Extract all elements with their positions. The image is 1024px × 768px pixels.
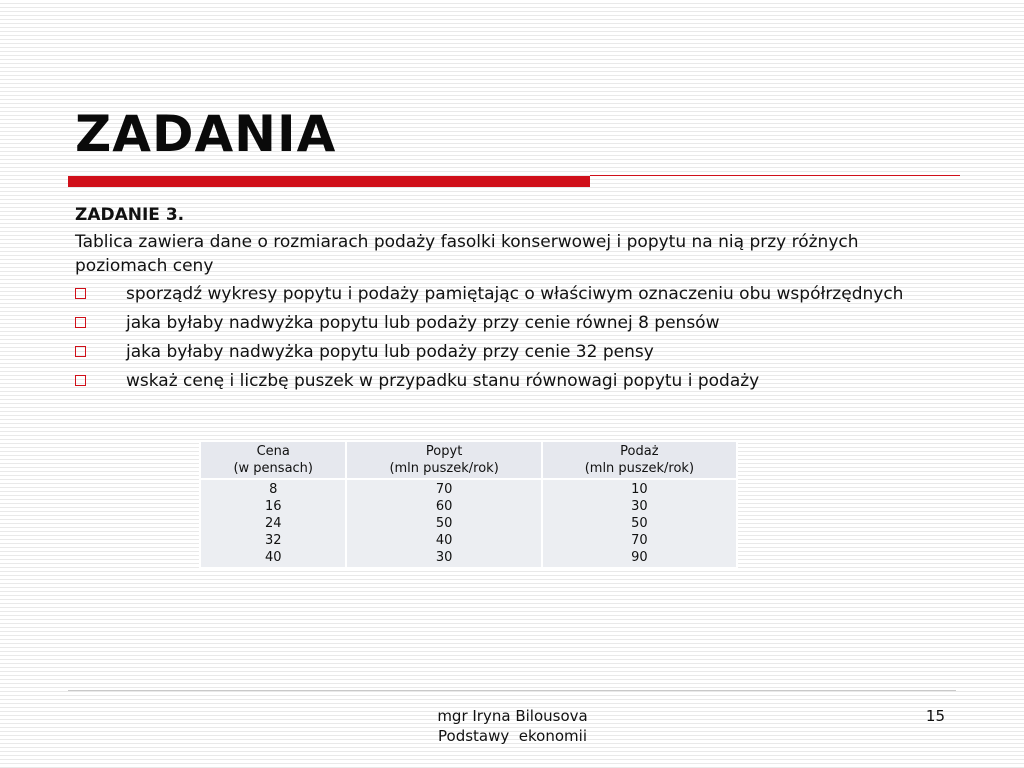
header-demand: Popyt (mln puszek/rok) bbox=[346, 441, 541, 479]
bullet-text: jaka byłaby nadwyżka popytu lub podaży przy cenie 32 pensy bbox=[126, 342, 654, 362]
demand-cell: 70 60 50 40 30 bbox=[346, 479, 541, 568]
bullet-item bbox=[75, 369, 946, 393]
slide-title: ZADANIA bbox=[75, 105, 337, 163]
header-price: Cena (w pensach) bbox=[200, 441, 346, 479]
square-bullet-icon bbox=[75, 346, 86, 357]
bullet-item bbox=[75, 282, 946, 306]
bullet-item bbox=[75, 311, 946, 335]
square-bullet-icon bbox=[75, 375, 86, 386]
task-intro: Tablica zawiera dane o rozmiarach podaży fasolki konserwowej i popytu na nią przy różnych poziomach ceny bbox=[75, 232, 859, 276]
square-bullet-icon bbox=[75, 317, 86, 328]
title-underline-thick bbox=[68, 176, 590, 187]
supply-cell: 10 30 50 70 90 bbox=[542, 479, 737, 568]
footer-course: Podstawy ekonomii bbox=[438, 727, 587, 745]
bullet-text: sporządź wykresy popytu i podaży pamiętając o właściwym oznaczeniu obu współrzędnych bbox=[126, 284, 904, 304]
title-underline-thin bbox=[590, 175, 960, 176]
square-bullet-icon bbox=[75, 288, 86, 299]
slide-content bbox=[75, 200, 955, 398]
header-supply: Podaż (mln puszek/rok) bbox=[542, 441, 737, 479]
footer-text bbox=[400, 706, 625, 746]
bullet-text: jaka byłaby nadwyżka popytu lub podaży przy cenie równej 8 pensów bbox=[126, 313, 720, 333]
bullet-item bbox=[75, 340, 946, 364]
footer-divider bbox=[68, 690, 956, 691]
table-header-row bbox=[200, 441, 737, 479]
footer-author: mgr Iryna Bilousova bbox=[437, 707, 588, 725]
bullet-text: wskaż cenę i liczbę puszek w przypadku stanu równowagi popytu i podaży bbox=[126, 371, 760, 391]
data-table bbox=[199, 440, 738, 569]
task-title: ZADANIE 3. bbox=[75, 205, 185, 225]
page-number: 15 bbox=[925, 707, 945, 725]
bullet-list bbox=[75, 282, 955, 393]
price-cell: 8 16 24 32 40 bbox=[200, 479, 346, 568]
table-row bbox=[200, 479, 737, 568]
